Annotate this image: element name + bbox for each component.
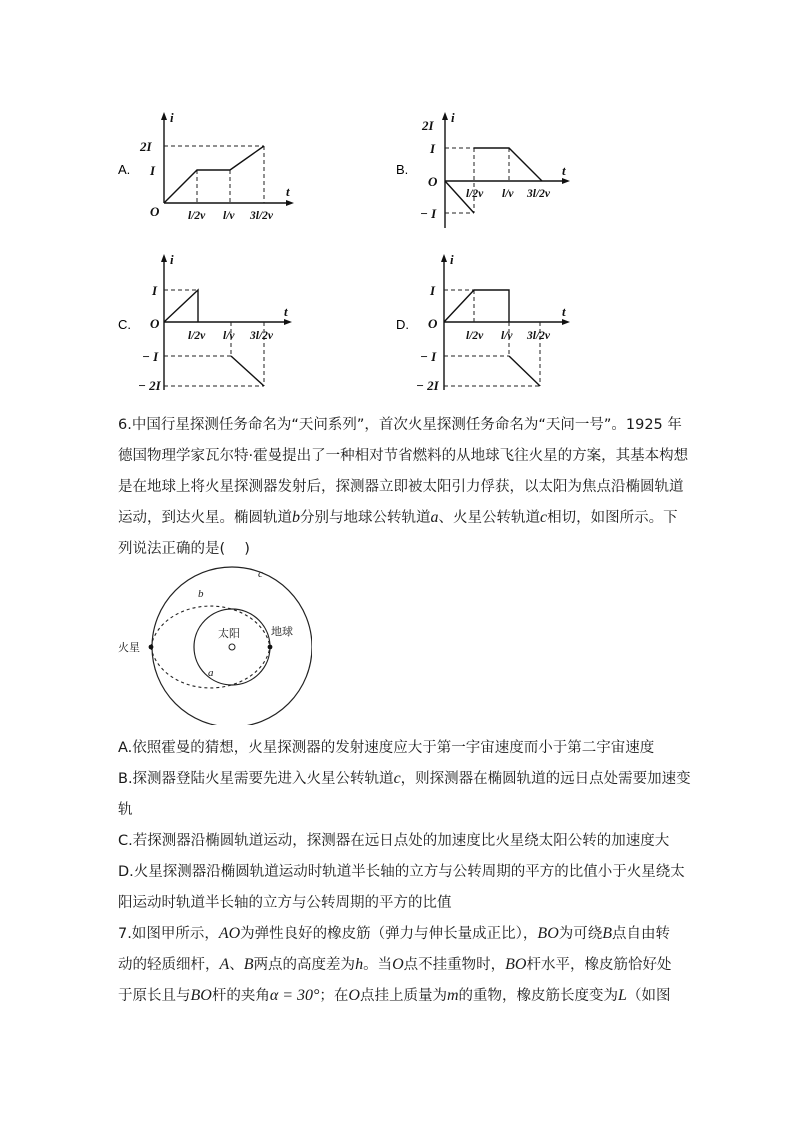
- q7-text: 的重物，橡皮筋长度变为: [458, 988, 619, 1004]
- graph-a-xtick-3: 3l/2v: [250, 210, 273, 222]
- graph-a-xtick-2: l/v: [223, 210, 235, 222]
- graph-b-y-label: i: [451, 110, 455, 125]
- q6-option-a: A.依照霍曼的猜想，火星探测器的发射速度应大于第一宇宙速度而小于第二宇宙速度: [118, 740, 655, 756]
- q7-var-alpha: α = 30°: [269, 987, 320, 1004]
- graph-b-y-arrow: [442, 112, 448, 120]
- q7-text: （如图: [626, 988, 671, 1004]
- q7-text: 动的轻质细杆，: [118, 957, 220, 973]
- q7-text: 于原长且与: [118, 988, 191, 1004]
- graph-d-xtick-3: 3l/2v: [527, 330, 550, 342]
- graph-b-letter: B.: [396, 162, 409, 177]
- q6-var-b: b: [292, 509, 300, 526]
- graph-a: [112, 108, 312, 232]
- q7-var-h: h: [355, 956, 364, 973]
- q7-text: 杆水平，橡皮筋恰好处: [526, 957, 672, 973]
- graph-d-xtick-2: l/v: [501, 330, 513, 342]
- earth-dot-icon: [268, 645, 273, 650]
- graph-d-curve: [509, 356, 540, 386]
- orbit-figure: [112, 565, 312, 729]
- graph-c-tick-neg-2i: − 2I: [138, 378, 161, 393]
- graph-a-svg: [112, 108, 312, 228]
- graph-d-letter: D.: [396, 317, 409, 332]
- graph-c-y-label: i: [170, 252, 174, 267]
- q7-var-a: A: [219, 956, 230, 973]
- graph-b-svg: [390, 108, 590, 228]
- q7-var-o: O: [392, 956, 404, 973]
- graph-a-y-label: i: [170, 110, 174, 125]
- graph-c-svg: [112, 250, 312, 395]
- q7-var-ao: AO: [218, 925, 241, 942]
- graph-d-origin: O: [428, 316, 438, 331]
- orbit-c-mars: [152, 567, 312, 725]
- q6-line-2: 德国物理学家瓦尔特·霍曼提出了一种相对节省燃料的从地球飞往火星的方案，其基本构想: [118, 448, 689, 464]
- graph-c: [112, 250, 312, 399]
- graph-a-letter: A.: [118, 162, 131, 177]
- graph-d-xtick-1: l/2v: [466, 330, 484, 342]
- q7-line-1: [118, 922, 670, 943]
- label-mars: 火星: [118, 641, 140, 654]
- q7-text: 为可绕: [558, 926, 603, 942]
- q7-var-b: B: [243, 956, 254, 973]
- graph-c-tick-i: I: [152, 283, 158, 298]
- graph-a-tick-i: I: [150, 163, 156, 178]
- graph-d-x-arrow: [562, 319, 570, 325]
- q6-text: ，则探测器在椭圆轨道的远日点处需要加速变: [400, 771, 691, 787]
- orbit-a-earth: [194, 609, 270, 685]
- q7-text: ；在: [319, 988, 349, 1004]
- orbit-b-upper: [151, 606, 270, 647]
- q6-text: 运动，到达火星。椭圆轨道: [118, 510, 292, 526]
- q7-text: 两点的高度差为: [253, 957, 356, 973]
- graph-c-xtick-1: l/2v: [188, 330, 206, 342]
- graph-b: [390, 108, 590, 232]
- graph-c-origin: O: [150, 316, 160, 331]
- graph-b-x-label: t: [562, 163, 566, 178]
- graph-a-x-label: t: [286, 184, 290, 199]
- q6-var-a: a: [430, 509, 439, 526]
- label-sun: 太阳: [218, 627, 240, 640]
- q7-var-bo: BO: [190, 987, 212, 1004]
- graph-b-x-arrow: [562, 178, 570, 184]
- graph-c-curve: [164, 290, 198, 322]
- q6-var-c: c: [393, 770, 401, 787]
- graph-a-x-arrow: [286, 200, 294, 206]
- q6-option-d-cont: 阳运动时轨道半长轴的立方与公转周期的平方的比值: [118, 895, 452, 911]
- graph-b-tick-i: I: [430, 141, 436, 156]
- sun-icon: [229, 644, 235, 650]
- q6-text: B.探测器登陆火星需要先进入火星公转轨道: [118, 771, 394, 787]
- graph-a-y-arrow: [161, 112, 167, 120]
- q6-line-3: 是在地球上将火星探测器发射后，探测器立即被太阳引力俘获，以太阳为焦点沿椭圆轨道: [118, 479, 684, 495]
- graph-a-origin: O: [150, 204, 160, 219]
- graph-c-x-label: t: [284, 304, 288, 319]
- q7-text: 。当: [363, 957, 393, 973]
- q7-var-o: O: [348, 987, 360, 1004]
- graph-d-y-label: i: [450, 252, 454, 267]
- q7-line-2: [118, 953, 671, 974]
- q6-option-b: [118, 767, 691, 788]
- graph-d-tick-neg-i: − I: [420, 349, 437, 364]
- graph-c-y-arrow: [161, 254, 167, 262]
- q6-var-c: c: [540, 509, 548, 526]
- q7-text: 点挂上质量为: [359, 988, 447, 1004]
- q6-option-c: C.若探测器沿椭圆轨道运动，探测器在远日点处的加速度比火星绕太阳公转的加速度大: [118, 833, 670, 849]
- q6-line-5: 列说法正确的是( ): [118, 541, 250, 557]
- graph-a-tick-2i: 2I: [140, 139, 152, 154]
- q6-text: 相切，如图所示。下: [547, 510, 678, 526]
- graph-b-xtick-3: 3l/2v: [527, 188, 550, 200]
- q7-text: 、: [229, 957, 244, 973]
- graph-c-tick-neg-i: − I: [142, 349, 159, 364]
- graph-c-xtick-3: 3l/2v: [250, 330, 273, 342]
- q6-option-d: D.火星探测器沿椭圆轨道运动时轨道半长轴的立方与公转周期的平方的比值小于火星绕太: [118, 864, 685, 880]
- label-orbit-b: b: [198, 588, 204, 600]
- q7-text: 7.如图甲所示，: [118, 926, 219, 942]
- graph-b-xtick-1: l/2v: [466, 188, 484, 200]
- orbit-svg: [112, 565, 312, 725]
- graph-d-x-label: t: [562, 304, 566, 319]
- q6-text: 分别与地球公转轨道: [300, 510, 431, 526]
- graph-d-curve: [444, 290, 509, 322]
- q7-text: 为弹性良好的橡皮筋（弹力与伸长量成正比），: [240, 926, 538, 942]
- graph-d-svg: [390, 250, 590, 395]
- graph-c-xtick-2: l/v: [223, 330, 235, 342]
- q6-option-b-cont: 轨: [118, 802, 133, 818]
- q7-text: 杆的夹角: [211, 988, 270, 1004]
- graph-b-tick-neg-i: − I: [420, 206, 437, 221]
- graph-c-x-arrow: [284, 319, 292, 325]
- q7-text: 点不挂重物时，: [403, 957, 506, 973]
- graph-a-curve: [164, 146, 264, 203]
- graph-d: [390, 250, 590, 399]
- q7-var-bo: BO: [505, 956, 527, 973]
- graph-b-curve: [474, 148, 542, 181]
- graph-d-y-arrow: [441, 254, 447, 262]
- label-earth: 地球: [271, 625, 293, 638]
- q7-text: 点自由转: [612, 926, 671, 942]
- q7-var-l: L: [618, 987, 627, 1004]
- graph-d-tick-i: I: [430, 283, 436, 298]
- graph-a-xtick-1: l/2v: [188, 210, 206, 222]
- mars-dot-icon: [149, 645, 154, 650]
- q7-var-m: m: [446, 987, 459, 1004]
- q7-var-b: B: [602, 925, 613, 942]
- q6-line-4: [118, 506, 678, 527]
- graph-c-letter: C.: [118, 317, 131, 332]
- q6-text: 、火星公转轨道: [438, 510, 540, 526]
- graph-c-curve: [231, 356, 264, 386]
- label-orbit-a: a: [208, 667, 214, 679]
- q6-line-1: 6.中国行星探测任务命名为“天问系列”，首次火星探测任务命名为“天问一号”。1925 年: [118, 417, 682, 433]
- q7-line-3: [118, 984, 670, 1005]
- graph-b-xtick-2: l/v: [502, 188, 514, 200]
- q7-var-bo: BO: [537, 925, 559, 942]
- label-orbit-c: c: [258, 568, 263, 580]
- graph-b-tick-2i: 2I: [422, 118, 434, 133]
- graph-b-origin: O: [428, 174, 438, 189]
- graph-d-tick-neg-2i: − 2I: [416, 378, 439, 393]
